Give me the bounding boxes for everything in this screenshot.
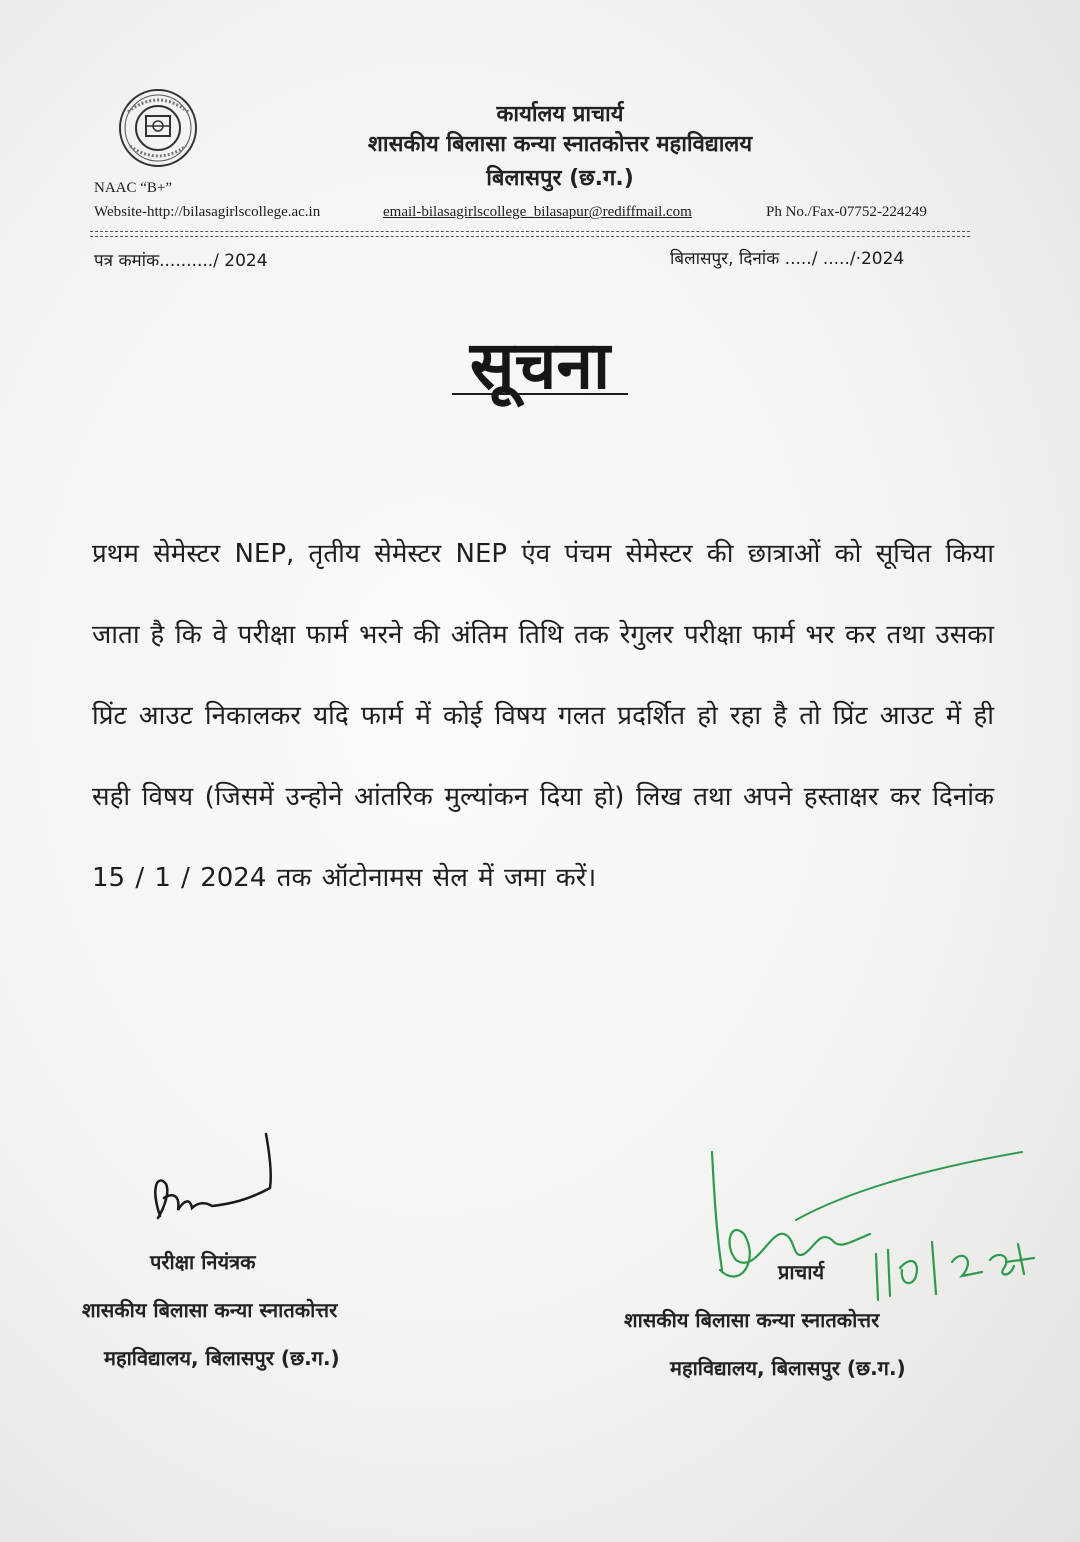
title-underline (452, 393, 628, 395)
controller-city: महाविद्यालय, बिलासपुर (छ.ग.) (104, 1346, 340, 1370)
principal-signature (700, 1150, 1040, 1320)
controller-college: शासकीय बिलासा कन्या स्नातकोत्तर (82, 1298, 338, 1322)
controller-signature (140, 1126, 290, 1236)
controller-designation: परीक्षा नियंत्रक (150, 1250, 256, 1274)
notice-title: सूचना (469, 327, 611, 404)
letter-number: पत्र कमांक........../ 2024 (94, 251, 268, 271)
phone-text: Ph No./Fax-07752-224249 (766, 204, 927, 220)
header-divider (90, 231, 970, 232)
email-text: email-bilasagirlscollege_bilasapur@rediffmail.com (383, 204, 692, 220)
header-divider-2 (90, 236, 970, 237)
college-city: बिलासपुर (छ.ग.) (486, 166, 634, 191)
principal-city: महाविद्यालय, बिलासपुर (छ.ग.) (670, 1356, 906, 1380)
principal-designation: प्राचार्य (778, 1260, 825, 1284)
place-date: बिलासपुर, दिनांक ...../ ...../·2024 (670, 249, 905, 269)
website-text: Website-http://bilasagirlscollege.ac.in (94, 204, 321, 220)
principal-college: शासकीय बिलासा कन्या स्नातकोत्तर (624, 1308, 880, 1332)
naac-grade: NAAC “B+” (94, 180, 173, 196)
college-name: शासकीय बिलासा कन्या स्नातकोत्तर महाविद्यालय (367, 132, 753, 157)
office-title: कार्यालय प्राचार्य (496, 102, 624, 127)
notice-body: प्रथम सेमेस्टर NEP, तृतीय सेमेस्टर NEP एंव पंचम सेमेस्टर की छात्राओं को सूचित किया जाता है कि वे परीक्षा फार्म भरने की अंतिम तिथि तक रेगुलर परीक्षा फार्म भर कर तथा उसका प्रिंट आउट निकालकर यदि फार्म में कोई विषय गलत प्रदर्शित हो रहा है तो प्रिंट आउट में ही सही विषय (जिसमें उन्होने आंतरिक मुल्यांकन दिया हो) लिख तथा अपने हस्ताक्षर कर दिनांक 15 / 1 / 2024 तक ऑटोनामस सेल में जमा करें। (92, 539, 994, 893)
